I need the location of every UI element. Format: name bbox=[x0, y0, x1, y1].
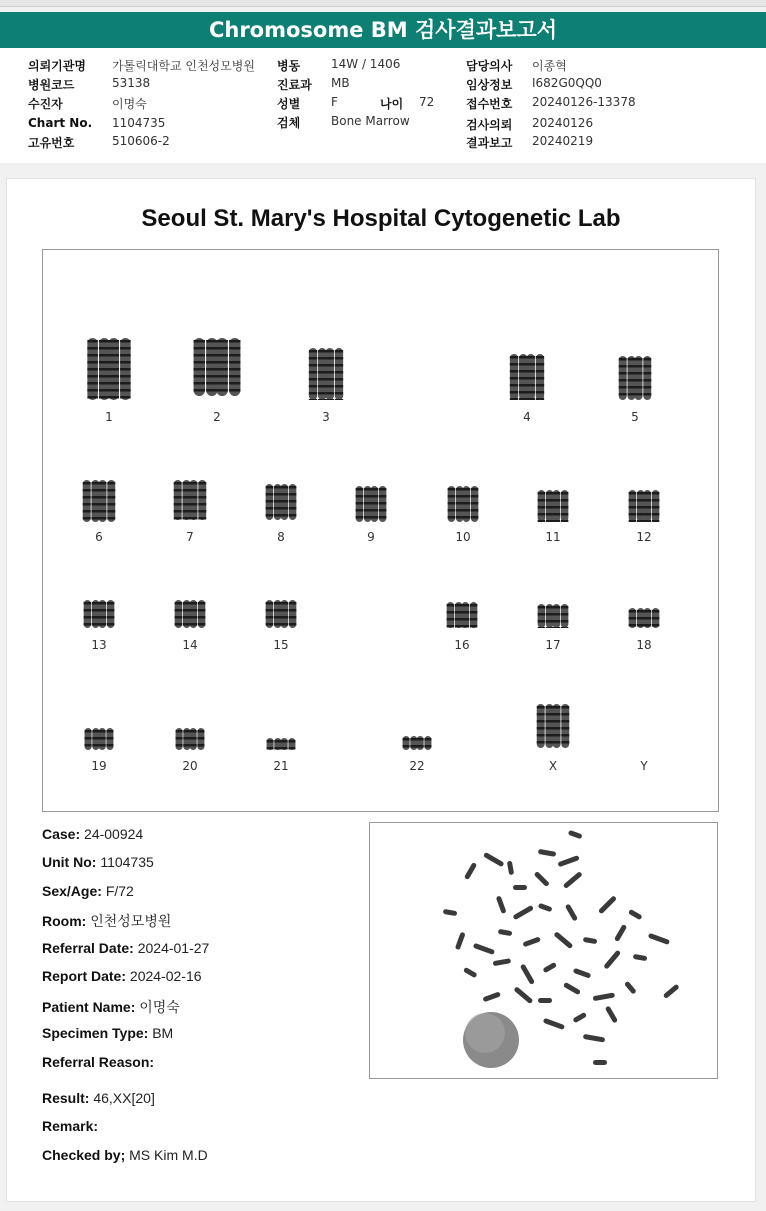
department-label: 진료과 bbox=[277, 78, 312, 92]
chromosome-label-3: 3 bbox=[322, 410, 330, 424]
checked-by-field: Checked by; MS Kim M.D bbox=[42, 1147, 208, 1163]
remark-field: Remark: bbox=[42, 1118, 99, 1134]
specimen-value: Bone Marrow bbox=[331, 114, 410, 128]
request-date-value: 20240126 bbox=[532, 116, 594, 130]
report-date-field: Report Date: 2024-02-16 bbox=[42, 968, 202, 984]
patient-name-field: Patient Name: 이명숙 bbox=[42, 999, 180, 1015]
chromosome-pair-5 bbox=[617, 356, 653, 400]
chromosome-pair-13 bbox=[82, 600, 116, 628]
metaphase-spread bbox=[370, 823, 717, 1078]
clinical-info-value: I682G0QQ0 bbox=[532, 76, 602, 90]
chromosome-label-5: 5 bbox=[631, 410, 639, 424]
hospital-code-label: 병원코드 bbox=[28, 78, 75, 92]
chromosome-label-13: 13 bbox=[91, 638, 107, 652]
receipt-no-label: 접수번호 bbox=[466, 97, 513, 111]
chromosome-pair-1 bbox=[85, 338, 133, 400]
chromosome-pair-17 bbox=[536, 604, 570, 628]
chromosome-pair-16 bbox=[445, 602, 479, 628]
chromosome-label-2: 2 bbox=[213, 410, 221, 424]
chromosome-label-18: 18 bbox=[636, 638, 652, 652]
chromosome-pair-3 bbox=[307, 348, 345, 400]
chromosome-label-4: 4 bbox=[523, 410, 531, 424]
ward-value: 14W / 1406 bbox=[331, 57, 401, 71]
chromosome-pair-12 bbox=[627, 490, 661, 522]
department-value: MB bbox=[331, 76, 350, 90]
chromosome-label-15: 15 bbox=[273, 638, 289, 652]
age-label: 나이 bbox=[380, 97, 404, 111]
chromosome-label-10: 10 bbox=[455, 530, 471, 544]
report-panel bbox=[6, 178, 756, 1202]
sex-age-field: Sex/Age: F/72 bbox=[42, 883, 134, 899]
chromosome-label-6: 6 bbox=[95, 530, 103, 544]
chromosome-label-22: 22 bbox=[409, 759, 425, 773]
unique-no-value: 510606-2 bbox=[112, 134, 170, 148]
chart-no-value: 1104735 bbox=[112, 116, 166, 130]
receipt-no-value: 20240126-13378 bbox=[532, 95, 636, 109]
chromosome-pair-22 bbox=[401, 736, 433, 750]
referral-date-field: Referral Date: 2024-01-27 bbox=[42, 940, 210, 956]
chromosome-pair-15 bbox=[264, 600, 298, 628]
chromosome-pair-21 bbox=[265, 738, 297, 750]
case-field: Case: 24-00924 bbox=[42, 826, 144, 842]
chromosome-pair-8 bbox=[264, 484, 298, 520]
ward-label: 병동 bbox=[277, 59, 301, 73]
specimen-type-field: Specimen Type: BM bbox=[42, 1025, 174, 1041]
chromosome-pair-7 bbox=[172, 480, 208, 520]
chromosome-pair-11 bbox=[536, 490, 570, 522]
result-field: Result: 46,XX[20] bbox=[42, 1090, 155, 1106]
chromosome-label-14: 14 bbox=[182, 638, 198, 652]
chromosome-label-17: 17 bbox=[545, 638, 561, 652]
specimen-label: 검체 bbox=[277, 116, 301, 130]
clinical-info-label: 임상정보 bbox=[466, 78, 513, 92]
unique-no-label: 고유번호 bbox=[28, 136, 75, 150]
report-date-label: 결과보고 bbox=[466, 136, 513, 150]
chromosome-pair-14 bbox=[173, 600, 207, 628]
report-date-value: 20240219 bbox=[532, 134, 594, 148]
age-value: 72 bbox=[419, 95, 435, 109]
chromosome-pair-6 bbox=[81, 480, 117, 522]
chromosome-pair-19 bbox=[83, 728, 115, 750]
chromosome-label-X: X bbox=[548, 759, 558, 773]
sex-label: 성별 bbox=[277, 97, 301, 111]
physician-value: 이종혁 bbox=[532, 59, 567, 73]
chromosome-pair-10 bbox=[446, 486, 480, 522]
chromosome-label-20: 20 bbox=[182, 759, 198, 773]
sex-value: F bbox=[331, 95, 338, 109]
chromosome-pair-18 bbox=[627, 608, 661, 628]
chromosome-label-7: 7 bbox=[186, 530, 194, 544]
report-title: Chromosome BM 검사결과보고서 bbox=[0, 12, 766, 48]
chromosome-pair-20 bbox=[174, 728, 206, 750]
chromosome-label-Y: Y bbox=[640, 759, 648, 773]
physician-label: 담당의사 bbox=[466, 59, 513, 73]
metaphase-image bbox=[369, 822, 718, 1079]
room-field: Room: 인천성모병원 bbox=[42, 913, 172, 929]
request-date-label: 검사의뢰 bbox=[466, 118, 513, 132]
chromosome-label-1: 1 bbox=[105, 410, 113, 424]
chromosome-pair-4 bbox=[508, 354, 546, 400]
chromosome-label-12: 12 bbox=[636, 530, 652, 544]
chromosome-pair-2 bbox=[191, 338, 243, 396]
patient-value: 이명숙 bbox=[112, 97, 147, 111]
unit-no-field: Unit No: 1104735 bbox=[42, 854, 154, 870]
patient-label: 수진자 bbox=[28, 97, 63, 111]
referral-reason-field: Referral Reason: bbox=[42, 1054, 155, 1070]
institution-label: 의뢰기관명 bbox=[28, 59, 86, 73]
institution-value: 가톨릭대학교 인천성모병원 bbox=[112, 59, 255, 73]
chart-no-label: Chart No. bbox=[28, 116, 93, 130]
hospital-code-value: 53138 bbox=[112, 76, 151, 90]
chromosome-pair-X bbox=[535, 704, 571, 748]
chromosome-label-11: 11 bbox=[545, 530, 561, 544]
chromosome-pair-9 bbox=[354, 486, 388, 522]
top-border bbox=[0, 0, 766, 7]
chromosome-label-9: 9 bbox=[367, 530, 375, 544]
patient-info-header bbox=[0, 48, 766, 163]
chromosome-label-8: 8 bbox=[277, 530, 285, 544]
chromosome-label-21: 21 bbox=[273, 759, 289, 773]
chromosome-label-16: 16 bbox=[454, 638, 470, 652]
chromosome-label-19: 19 bbox=[91, 759, 107, 773]
karyotype-image bbox=[42, 249, 719, 812]
lab-title: Seoul St. Mary's Hospital Cytogenetic Lab bbox=[141, 205, 621, 232]
